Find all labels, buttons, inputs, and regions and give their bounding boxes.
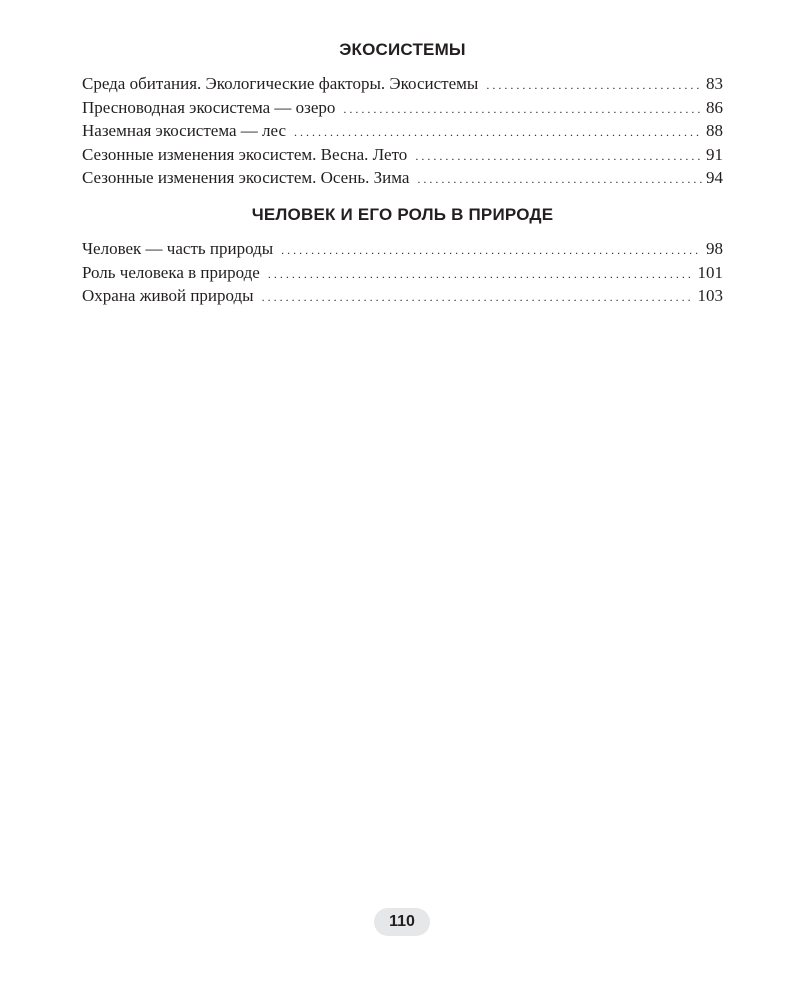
toc-entry[interactable] [82,143,723,167]
dot-leader [415,145,702,169]
toc-entry[interactable] [82,72,723,96]
toc-entry-title: Сезонные изменения экосистем. Весна. Лето [82,144,408,164]
toc-entry[interactable] [82,237,723,261]
toc-entry-page: 94 [706,168,723,187]
toc-entry-title: Пресноводная экосистема — озеро [82,97,336,117]
toc-entry[interactable] [82,119,723,143]
dot-leader [486,74,702,98]
toc-entry-title: Охрана живой природы [82,286,254,305]
toc-entry-title: Человек — часть природы [82,239,274,258]
section-heading: ЧЕЛОВЕК И ЕГО РОЛЬ В ПРИРОДЕ [251,205,554,224]
toc-section-human-role [82,203,723,308]
toc-entry-title: Сезонные изменения экосистем. Осень. Зима [82,168,410,187]
toc-entry-page: 86 [706,97,723,117]
toc-entry-page: 98 [706,239,723,258]
toc-entry-page: 103 [697,286,723,305]
toc-entry[interactable] [82,96,723,120]
toc-entry-page: 83 [706,74,723,93]
toc-entry[interactable] [82,166,723,190]
toc-entry[interactable] [82,261,723,285]
dot-leader [417,168,702,192]
toc-entry[interactable] [82,284,723,308]
toc-list [82,237,723,308]
dot-leader [268,263,694,287]
section-heading: ЭКОСИСТЕМЫ [339,40,466,59]
toc-entry-page: 91 [706,144,723,164]
page-number-badge: 110 [374,908,430,936]
toc-entry-title: Роль человека в природе [82,262,260,282]
toc-entry-page: 101 [697,262,723,282]
dot-leader [294,121,702,145]
toc-section-ecosystems [82,38,723,190]
toc-list [82,72,723,190]
dot-leader [343,98,702,122]
toc-entry-title: Среда обитания. Экологические факторы. Экосистемы [82,74,479,93]
dot-leader [262,286,694,310]
toc-entry-title: Наземная экосистема — лес [82,121,287,140]
dot-leader [281,239,702,263]
toc-entry-page: 88 [706,121,723,140]
